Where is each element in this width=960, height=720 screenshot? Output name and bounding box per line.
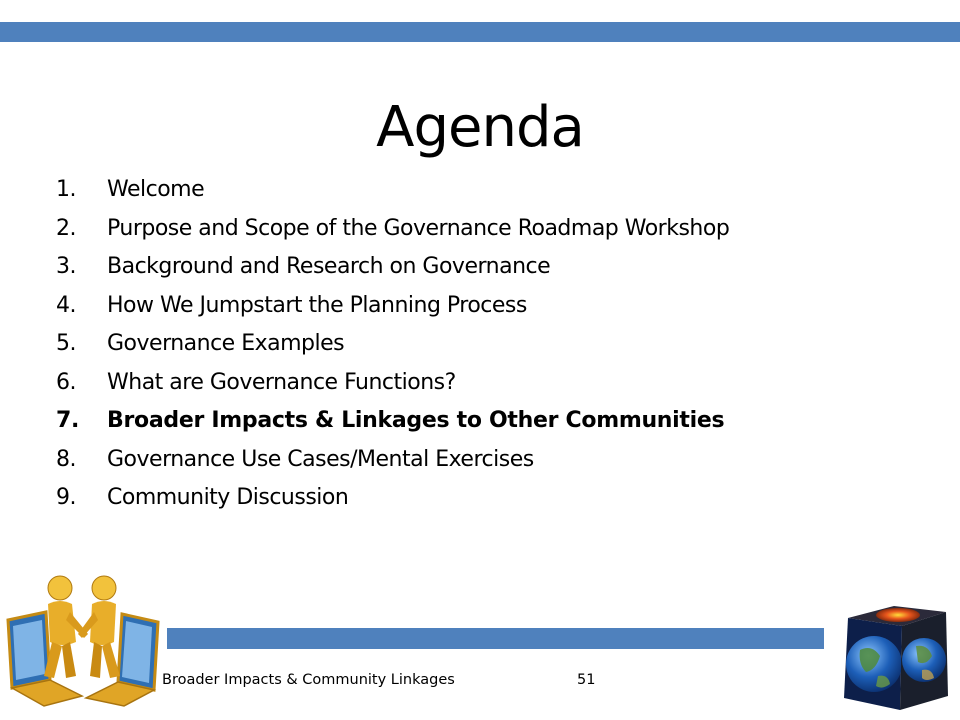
- agenda-list: [56, 171, 916, 518]
- agenda-item: [56, 248, 916, 287]
- agenda-item-number: 8.: [56, 446, 76, 472]
- page-number: 51: [577, 672, 596, 688]
- agenda-item-number: 5.: [56, 331, 76, 356]
- agenda-item-text: Background and Research on Governance: [107, 254, 551, 279]
- agenda-item-text: Community Discussion: [107, 485, 349, 510]
- earth-cube-icon: [838, 600, 954, 714]
- agenda-item-text: Governance Examples: [107, 331, 345, 356]
- footer-text: Broader Impacts & Community Linkages: [162, 672, 455, 688]
- agenda-item: [56, 171, 916, 210]
- slide-title: Agenda: [376, 94, 584, 160]
- agenda-item: [56, 479, 916, 518]
- agenda-item-text: Purpose and Scope of the Governance Roadmap Workshop: [107, 215, 730, 241]
- agenda-item-number: 9.: [56, 485, 76, 510]
- agenda-item: [56, 210, 916, 249]
- agenda-item-text: How We Jumpstart the Planning Process: [107, 292, 527, 318]
- agenda-item-number: 7.: [56, 408, 80, 433]
- gold-figures-laptops-icon: [4, 572, 164, 712]
- agenda-item-text: Broader Impacts & Linkages to Other Communities: [107, 408, 725, 433]
- agenda-item-number: 6.: [56, 369, 76, 395]
- agenda-item-current: [56, 402, 916, 441]
- agenda-item: [56, 441, 916, 480]
- agenda-item-text: What are Governance Functions?: [107, 369, 456, 395]
- agenda-item-number: 2.: [56, 215, 76, 241]
- bottom-accent-bar: [167, 628, 824, 649]
- top-accent-bar: [0, 22, 960, 42]
- agenda-item-text: Governance Use Cases/Mental Exercises: [107, 446, 534, 472]
- agenda-item-number: 1.: [56, 177, 76, 202]
- agenda-item: [56, 287, 916, 326]
- agenda-item-number: 3.: [56, 254, 76, 279]
- agenda-item: [56, 325, 916, 364]
- agenda-item-number: 4.: [56, 292, 76, 318]
- agenda-item-text: Welcome: [107, 177, 205, 202]
- agenda-item: [56, 364, 916, 403]
